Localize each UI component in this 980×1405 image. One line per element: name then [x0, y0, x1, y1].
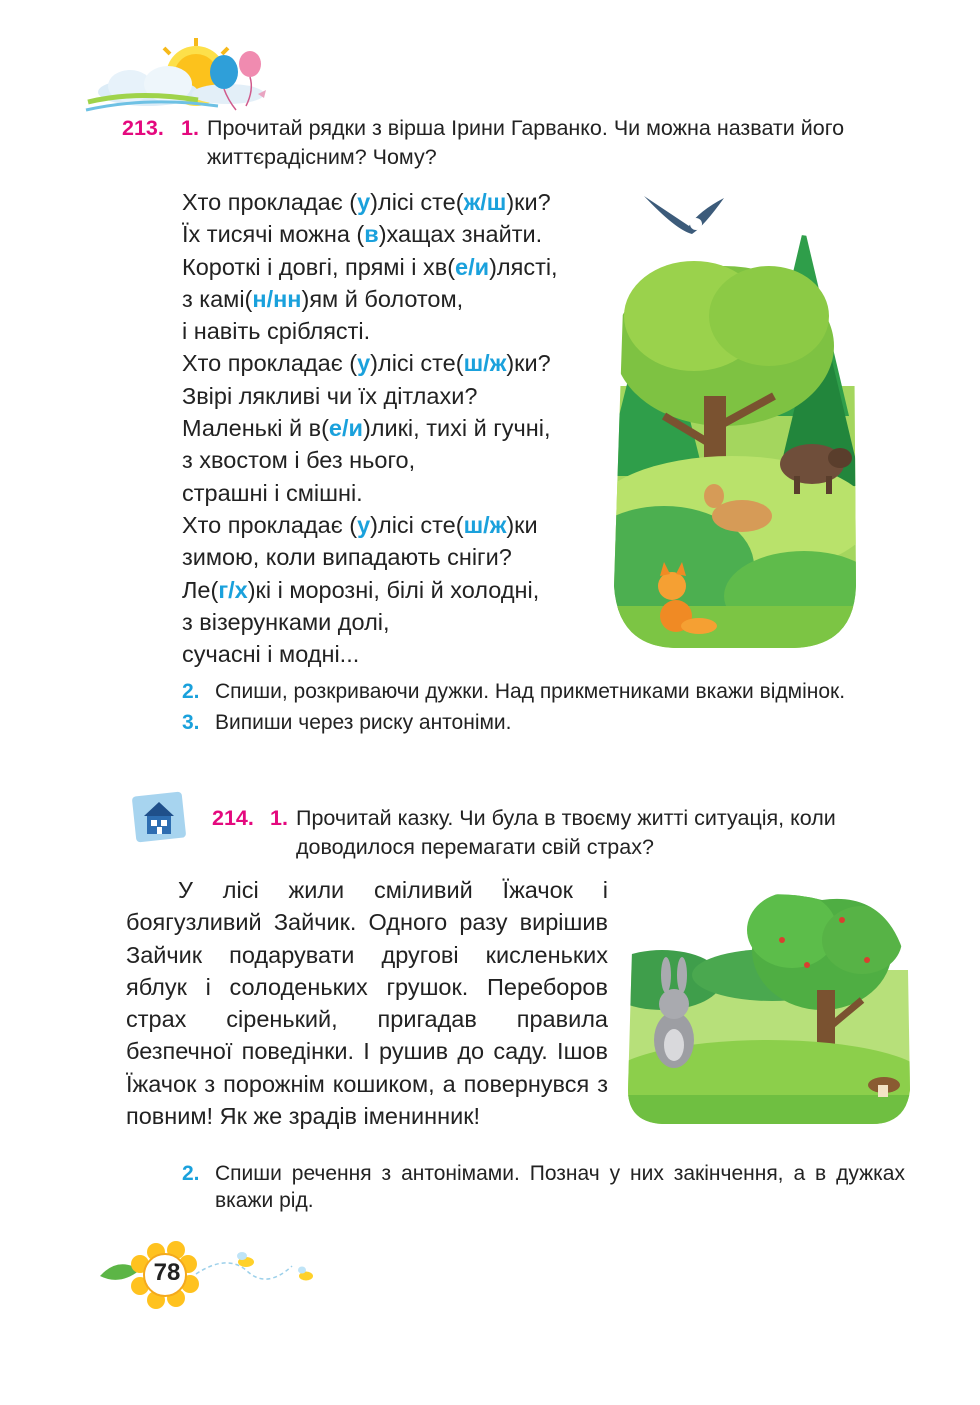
poem-line: з камі(н/нн)ям й болотом,: [182, 285, 464, 312]
exercise-214-task1-line1: Прочитай казку. Чи була в твоєму житті ситуація, коли: [296, 806, 836, 830]
task-number: 2.: [182, 680, 200, 703]
task-text: Випиши через риску антоніми.: [215, 711, 512, 734]
exercise-213-tasks: [182, 678, 905, 736]
poem-line: Короткі і довгі, прямі і хв(е/и)лясті,: [182, 253, 558, 280]
task-text: Спиши, розкриваючи дужки. Над прикметниками вкажи відмінок.: [215, 680, 846, 703]
exercise-214-tasks: [182, 1160, 905, 1214]
poem-line: Хто прокладає (у)лісі сте(ш/ж)ки?: [182, 350, 551, 377]
poem-line: страшні і смішні.: [182, 479, 363, 506]
task-number: 2.: [182, 1162, 200, 1185]
sun-balloons-decoration: [78, 36, 288, 122]
exercise-214-number: 214.: [212, 806, 254, 830]
exercise-213-task1-number: 1.: [181, 116, 199, 140]
poem-line: Їх тисячі можна (в)хащах знайти.: [182, 221, 543, 248]
exercise-213-task2: [182, 678, 905, 705]
garden-illustration: [622, 880, 914, 1128]
exercise-213-task3: [182, 709, 905, 736]
story-text: [126, 874, 608, 1132]
poem-line: Маленькі й в(е/и)ликі, тихі й гучні,: [182, 415, 551, 442]
exercise-213-task1-line1: Прочитай рядки з вірша Ірини Гарванко. Чи можна назвати його: [207, 116, 845, 140]
task-text: Спиши речення з антонімами. Познач у них закінчення, а в дужках вкажи рід.: [215, 1162, 905, 1212]
poem-line: Звірі лякливі чи їх дітлахи?: [182, 382, 478, 409]
exercise-213-number: 213.: [122, 116, 164, 140]
poem-line: з візерунками долі,: [182, 608, 390, 635]
story-paragraph: У лісі жили сміливий Їжачок і боягузливий Зайчик. Одного разу вирішив Зайчик подарувати другові кисленьких яблук і солоденьких грушок. Переборов страх сіренький, пригадав правила безпечної поведінки. І рушив до саду. Ішов Їжачок з порожнім кошиком, а повернувся з повним! Як же зрадів іменинник!: [126, 877, 608, 1130]
poem-line: Хто прокладає (у)лісі сте(ж/ш)ки?: [182, 189, 551, 215]
exercise-214-task2: [182, 1160, 905, 1214]
task-number: 3.: [182, 711, 200, 734]
page-number: 78: [153, 1259, 181, 1286]
page-number-decoration: [96, 1240, 330, 1310]
forest-illustration: [604, 186, 862, 656]
exercise-213-task1-line2: життєрадісним? Чому?: [207, 145, 437, 169]
poem-line: Хто прокладає (у)лісі сте(ш/ж)ки: [182, 511, 538, 538]
poem-line: Ле(г/х)кі і морозні, білі й холодні,: [182, 576, 540, 603]
poem-line: зимою, коли випадають сніги?: [182, 544, 512, 571]
poem-line: з хвостом і без нього,: [182, 447, 416, 474]
poem-line: і навіть сріблясті.: [182, 318, 371, 345]
poem-line: сучасні і модні...: [182, 641, 360, 668]
exercise-214-task1-number: 1.: [270, 806, 288, 830]
house-icon: [130, 790, 190, 846]
poem: [182, 186, 558, 670]
exercise-214-task1-line2: доводилося перемагати свій страх?: [296, 835, 654, 859]
